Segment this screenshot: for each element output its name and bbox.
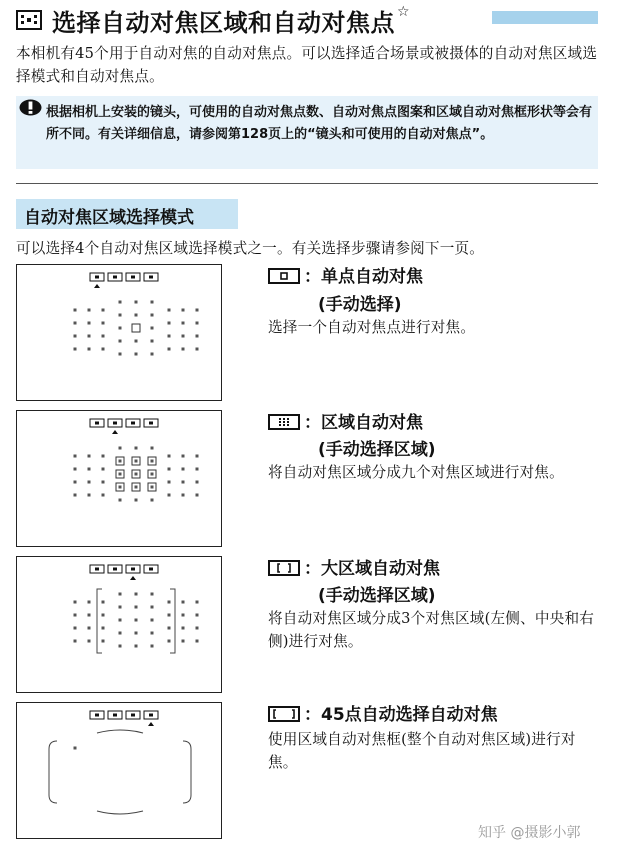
- af-point: [151, 593, 154, 596]
- af-point: [88, 348, 91, 351]
- af-point: [135, 486, 138, 489]
- af-point: [119, 353, 122, 356]
- af-point: [88, 455, 91, 458]
- af-point: [102, 601, 105, 604]
- af-point: [135, 460, 138, 463]
- af-point: [74, 481, 77, 484]
- af-point: [151, 353, 154, 356]
- af-point: [102, 455, 105, 458]
- af-point: [119, 593, 122, 596]
- mode-subtitle: (手动选择区域): [318, 586, 436, 606]
- af-point: [74, 335, 77, 338]
- page-title: 选择自动对焦区域和自动对焦点: [52, 8, 395, 37]
- viewfinder-auto-select: [16, 702, 222, 839]
- af-point: [182, 455, 185, 458]
- watermark: 知乎 @摄影小郭: [478, 825, 581, 841]
- af-point: [151, 619, 154, 622]
- large-zone-af-icon: [268, 560, 300, 576]
- af-point: [74, 601, 77, 604]
- af-point: [135, 606, 138, 609]
- af-point: [196, 494, 199, 497]
- af-point: [119, 619, 122, 622]
- af-point: [182, 601, 185, 604]
- af-point: [182, 614, 185, 617]
- af-point: [168, 322, 171, 325]
- mode-zone: [268, 408, 423, 433]
- af-point: [74, 747, 77, 750]
- af-point: [135, 301, 138, 304]
- af-point: [88, 627, 91, 630]
- af-point: [151, 460, 154, 463]
- af-point: [168, 348, 171, 351]
- af-point: [88, 614, 91, 617]
- af-point: [102, 322, 105, 325]
- af-point: [102, 640, 105, 643]
- af-point: [119, 301, 122, 304]
- af-point: [151, 473, 154, 476]
- advanced-mark: ☆: [397, 4, 410, 20]
- af-point: [102, 481, 105, 484]
- mode-title: 45点自动选择自动对焦: [321, 705, 498, 725]
- af-point: [151, 499, 154, 502]
- zone-af-icon: [268, 414, 300, 430]
- af-point: [135, 593, 138, 596]
- af-point: [151, 340, 154, 343]
- af-point: [196, 614, 199, 617]
- viewfinder-zone: [16, 410, 222, 547]
- af-point: [196, 455, 199, 458]
- colon: ：: [304, 705, 321, 725]
- mode-description: 选择一个自动对焦点进行对焦。: [268, 319, 476, 336]
- af-point: [168, 309, 171, 312]
- mode-single-point: [268, 262, 423, 287]
- af-point: [119, 606, 122, 609]
- af-point: [102, 309, 105, 312]
- mode-description: 将自动对焦区域分成九个对焦区域进行对焦。: [268, 464, 564, 481]
- af-point: [135, 645, 138, 648]
- af-point: [88, 481, 91, 484]
- af-point: [182, 481, 185, 484]
- af-point: [168, 468, 171, 471]
- af-point: [168, 494, 171, 497]
- af-point: [151, 645, 154, 648]
- af-point: [182, 309, 185, 312]
- af-point: [196, 348, 199, 351]
- af-point: [74, 348, 77, 351]
- af-point: [196, 335, 199, 338]
- mode-large-zone: [268, 554, 440, 579]
- viewfinder-single-point: [16, 264, 222, 401]
- mode-description: 使用区域自动对焦框(整个自动对焦区域)进行对焦。: [268, 731, 576, 771]
- af-point: [74, 455, 77, 458]
- af-point: [196, 640, 199, 643]
- af-point: [168, 335, 171, 338]
- af-point: [135, 353, 138, 356]
- af-point: [88, 322, 91, 325]
- af-point: [182, 348, 185, 351]
- af-point: [151, 447, 154, 450]
- af-point: [135, 499, 138, 502]
- af-point: [88, 494, 91, 497]
- af-point: [74, 640, 77, 643]
- section-description: 可以选择4个自动对焦区域选择模式之一。有关选择步骤请参阅下一页。: [16, 240, 485, 257]
- af-point: [74, 322, 77, 325]
- colon: ：: [304, 267, 321, 287]
- af-point: [119, 447, 122, 450]
- af-point: [151, 486, 154, 489]
- af-point: [88, 335, 91, 338]
- af-point: [119, 645, 122, 648]
- intro-paragraph: 本相机有45个用于自动对焦的自动对焦点。可以选择适合场景或被摄体的自动对焦区域选择模式和自动对焦点。: [16, 45, 598, 85]
- section-heading-text: 自动对焦区域选择模式: [24, 208, 194, 228]
- af-point: [74, 468, 77, 471]
- af-point: [102, 468, 105, 471]
- af-point: [151, 314, 154, 317]
- af-point: [74, 309, 77, 312]
- af-point: [74, 627, 77, 630]
- af-point: [119, 473, 122, 476]
- af-point: [196, 468, 199, 471]
- af-point: [182, 322, 185, 325]
- mode-title: 单点自动对焦: [321, 267, 423, 287]
- af-point: [196, 322, 199, 325]
- mode-subtitle: (手动选择): [318, 295, 402, 315]
- af-point: [74, 614, 77, 617]
- af-point: [196, 481, 199, 484]
- single-point-af-icon: [268, 268, 300, 284]
- af-point: [102, 627, 105, 630]
- caution-note: [16, 96, 598, 169]
- af-point: [74, 494, 77, 497]
- af-point: [135, 473, 138, 476]
- af-point: [88, 468, 91, 471]
- af-point: [88, 309, 91, 312]
- mode-title: 大区域自动对焦: [321, 559, 440, 579]
- af-point: [151, 606, 154, 609]
- colon: ：: [304, 413, 321, 433]
- af-point: [135, 314, 138, 317]
- af-point: [119, 499, 122, 502]
- af-point: [168, 601, 171, 604]
- af-point: [151, 301, 154, 304]
- auto-select-af-icon: [268, 706, 300, 722]
- caution-icon: [19, 99, 42, 116]
- af-point: [182, 468, 185, 471]
- af-point: [102, 494, 105, 497]
- af-point: [119, 632, 122, 635]
- af-point: [119, 460, 122, 463]
- af-point: [196, 601, 199, 604]
- af-point: [151, 327, 154, 330]
- section-heading: [16, 199, 238, 229]
- af-point: [196, 309, 199, 312]
- af-point: [119, 486, 122, 489]
- page-header: [16, 4, 410, 36]
- af-point: [168, 455, 171, 458]
- mode-description: 将自动对焦区域分成3个对焦区域(左侧、中央和右侧)进行对焦。: [268, 610, 595, 650]
- af-point: [168, 614, 171, 617]
- mode-title: 区域自动对焦: [321, 413, 423, 433]
- af-point: [182, 335, 185, 338]
- viewfinder-large-zone: [16, 556, 222, 693]
- af-point: [102, 348, 105, 351]
- af-point: [182, 627, 185, 630]
- af-point: [196, 627, 199, 630]
- mode-subtitle: (手动选择区域): [318, 440, 436, 460]
- af-point: [119, 340, 122, 343]
- af-point: [151, 632, 154, 635]
- af-point: [135, 632, 138, 635]
- af-point: [88, 640, 91, 643]
- mode-auto-select: [268, 700, 498, 725]
- header-accent-bar: [492, 11, 598, 24]
- af-point-selection-icon: [16, 10, 42, 30]
- af-point: [102, 614, 105, 617]
- colon: ：: [304, 559, 321, 579]
- af-point: [168, 627, 171, 630]
- caution-text: 根据相机上安装的镜头，可使用的自动对焦点数、自动对焦点图案和区域自动对焦框形状等会有所不同。有关详细信息，请参阅第128页上的“镜头和可使用的自动对焦点”。: [46, 105, 593, 142]
- af-point: [135, 619, 138, 622]
- af-point: [135, 447, 138, 450]
- af-point: [135, 340, 138, 343]
- af-point: [182, 640, 185, 643]
- af-point: [182, 494, 185, 497]
- af-point: [102, 335, 105, 338]
- af-point: [168, 481, 171, 484]
- af-point: [88, 601, 91, 604]
- af-point: [168, 640, 171, 643]
- af-point: [119, 314, 122, 317]
- divider: [16, 183, 598, 184]
- af-point: [119, 327, 122, 330]
